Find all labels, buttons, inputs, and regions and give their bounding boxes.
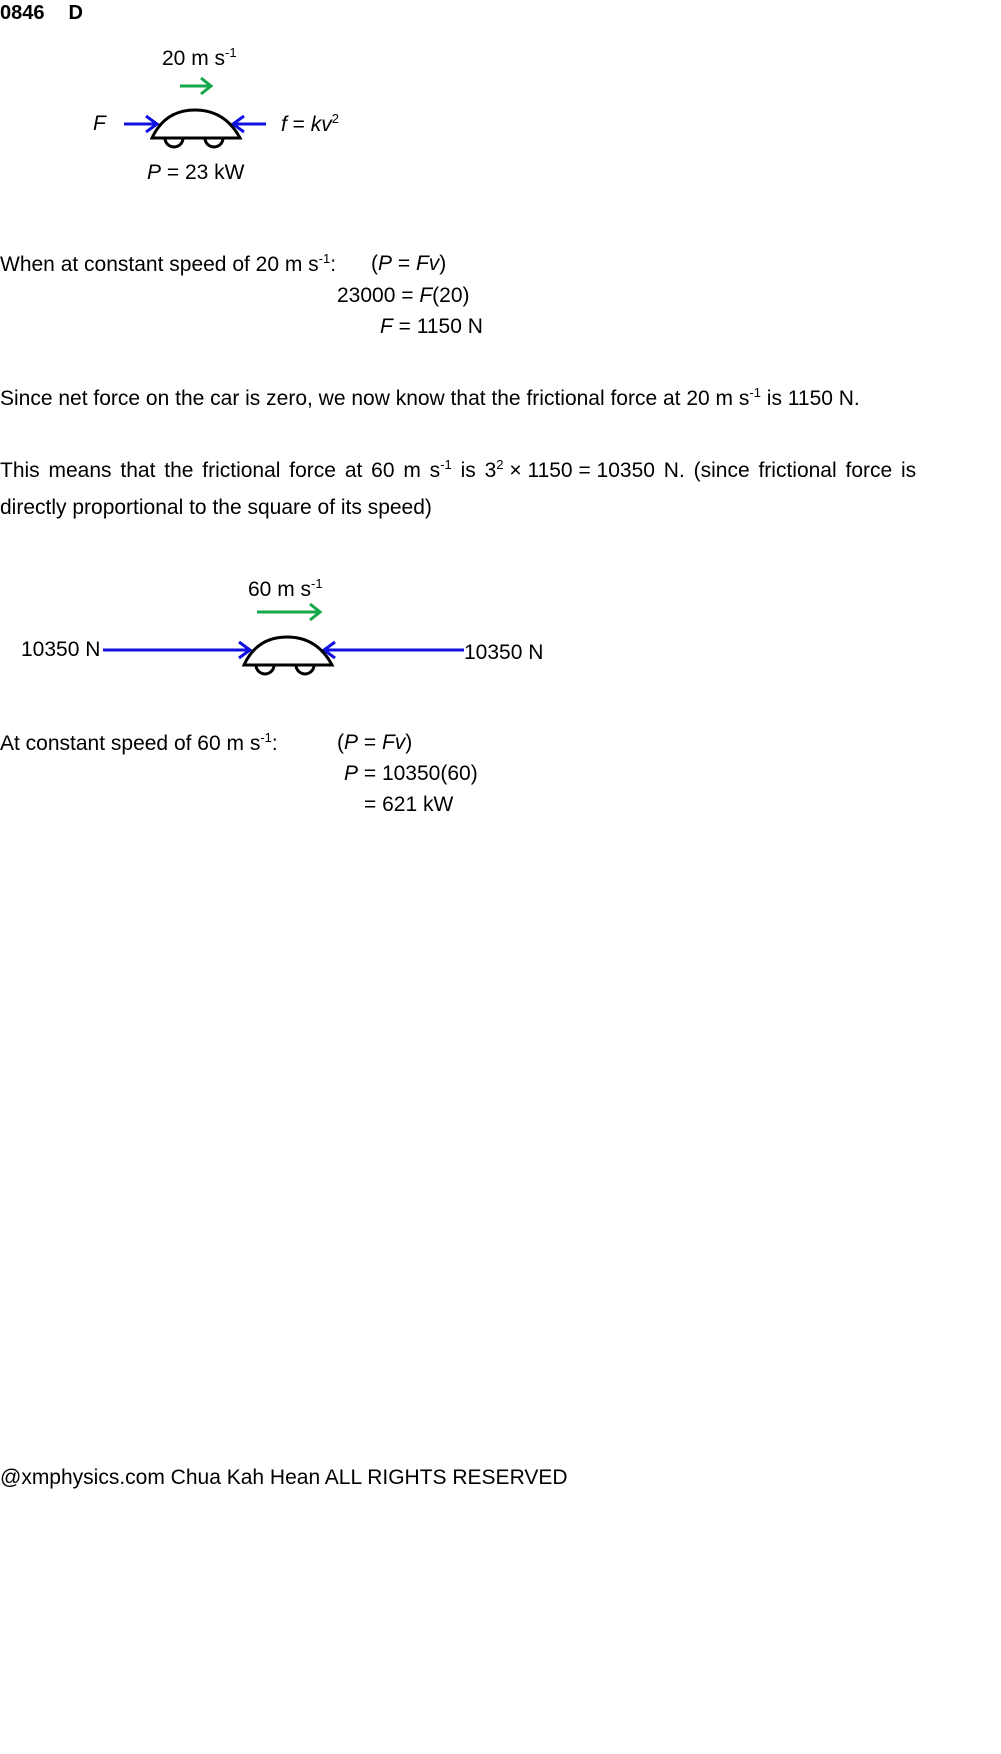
paren-open: ( (371, 252, 378, 275)
eq2-right: (20) (432, 284, 470, 307)
speed-value: 60 m s (248, 578, 312, 601)
speed-value: 20 m s (162, 47, 226, 70)
section1-intro-colon: : (330, 253, 337, 276)
equation-substitution-2 (344, 762, 478, 786)
symbol-P: P (344, 762, 359, 785)
diagram2-graphics (0, 0, 1001, 700)
friction-symbol: f (281, 113, 287, 136)
copyright-footer: @xmphysics.com Chua Kah Hean ALL RIGHTS RESERVED (0, 1466, 568, 1489)
symbol-Fv: Fv (381, 731, 406, 754)
section1-intro-text: When at constant speed of 20 m s (0, 253, 319, 276)
paren-close: ) (405, 731, 413, 754)
para2-exp1: -1 (440, 457, 452, 472)
equals: = (358, 731, 382, 754)
speed-exponent: -1 (311, 576, 323, 591)
symbol-Fv: Fv (415, 252, 440, 275)
driving-force-arrow-icon (103, 642, 250, 658)
question-id: 0846 (0, 2, 45, 24)
symbol-F: F (380, 315, 393, 338)
friction-kv: kv (310, 113, 332, 136)
section1-intro-exp: -1 (318, 251, 331, 266)
para2-exp2: 2 (496, 457, 504, 472)
power-value: = 23 kW (161, 161, 245, 184)
para2-text-a: This means that the frictional force at 60 m s (0, 459, 441, 482)
para2-text-b: is (451, 459, 485, 482)
symbol-P: P (378, 252, 393, 275)
section2-intro-colon: : (271, 732, 278, 755)
friction-arrow-icon (324, 642, 464, 658)
paren-open: ( (337, 731, 344, 754)
section2-intro (0, 732, 278, 756)
friction-equals: = (286, 113, 311, 136)
paragraph-frictional-60-line2: directly proportional to the square of its speed) (0, 496, 432, 519)
para2-text-c: N. (since frictional force is (654, 459, 917, 482)
answer-letter: D (68, 2, 83, 24)
left-force-label: 10350 N (21, 638, 101, 661)
equals: = (392, 252, 416, 275)
velocity-arrow-icon (257, 604, 320, 620)
para1-exp: -1 (749, 385, 761, 400)
speed-exponent: -1 (225, 45, 237, 60)
eq3-right: = 1150 N (392, 315, 483, 338)
driving-force-label: F (93, 112, 106, 135)
para2-three: 3 (484, 459, 497, 482)
paren-close: ) (439, 252, 447, 275)
para1-text-b: is 1150 N. (760, 387, 860, 410)
symbol-P: P (344, 731, 359, 754)
section2-intro-text: At constant speed of 60 m s (0, 732, 261, 755)
eq2-left: 23000 = (337, 284, 420, 307)
friction-exponent: 2 (331, 111, 340, 126)
para1-text-a: Since net force on the car is zero, we now know that the frictional force at 20 m s (0, 387, 750, 410)
car-icon (244, 637, 332, 674)
eq2-right: = 10350(60) (358, 762, 478, 785)
symbol-F: F (419, 284, 433, 307)
equation-result-2: = 621 kW (364, 793, 454, 816)
section2-intro-exp: -1 (260, 730, 272, 745)
equation-power-formula-2 (337, 731, 412, 755)
right-force-label: 10350 N (464, 641, 544, 664)
para2-calc: × 1150 = 10350 (503, 459, 655, 482)
power-symbol: P (147, 161, 162, 184)
